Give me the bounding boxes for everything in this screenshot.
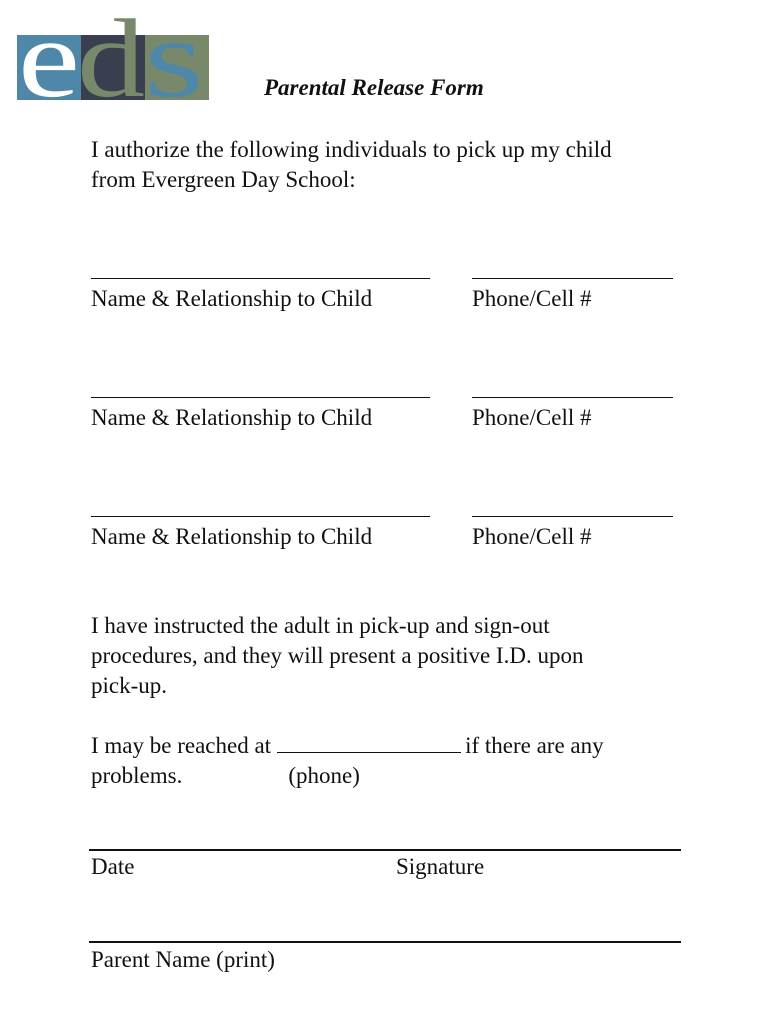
phone-line-1[interactable] xyxy=(472,278,673,279)
reach-suffix: if there are any xyxy=(465,733,604,758)
intro-paragraph xyxy=(91,135,612,195)
name-line-1[interactable] xyxy=(91,278,430,279)
parent-name-label: Parent Name (print) xyxy=(91,947,275,972)
name-relationship-label-1: Name & Relationship to Child xyxy=(91,286,373,311)
intro-line-2: from Evergreen Day School: xyxy=(91,167,356,192)
date-signature-line[interactable] xyxy=(89,849,681,851)
instructed-line-2: procedures, and they will present a positive I.D. upon xyxy=(91,643,584,668)
phone-line-3[interactable] xyxy=(472,516,673,517)
name-relationship-label-2: Name & Relationship to Child xyxy=(91,405,373,430)
instructed-line-1: I have instructed the adult in pick-up and sign-out xyxy=(91,613,550,638)
reach-paragraph xyxy=(91,730,604,791)
reach-prefix: I may be reached at xyxy=(91,733,272,758)
intro-line-1: I authorize the following individuals to pick up my child xyxy=(91,137,612,162)
reach-line-2: problems. xyxy=(91,763,183,788)
form-title: Parental Release Form xyxy=(264,75,484,100)
eds-logo xyxy=(17,2,209,100)
reach-phone-field[interactable] xyxy=(277,730,461,753)
instructed-line-3: pick-up. xyxy=(91,673,168,698)
svg-text:d: d xyxy=(77,2,145,100)
name-relationship-label-3: Name & Relationship to Child xyxy=(91,524,373,549)
name-line-3[interactable] xyxy=(91,516,430,517)
phone-label-1: Phone/Cell # xyxy=(472,286,592,311)
phone-hint: (phone) xyxy=(288,763,360,788)
signature-label: Signature xyxy=(396,854,485,879)
phone-line-2[interactable] xyxy=(472,397,673,398)
phone-label-3: Phone/Cell # xyxy=(472,524,592,549)
svg-text:e: e xyxy=(18,2,80,100)
phone-label-2: Phone/Cell # xyxy=(472,405,592,430)
svg-text:s: s xyxy=(144,2,204,100)
name-line-2[interactable] xyxy=(91,397,430,398)
instructed-paragraph xyxy=(91,611,583,701)
parent-name-line[interactable] xyxy=(89,941,681,943)
date-label: Date xyxy=(91,854,135,879)
